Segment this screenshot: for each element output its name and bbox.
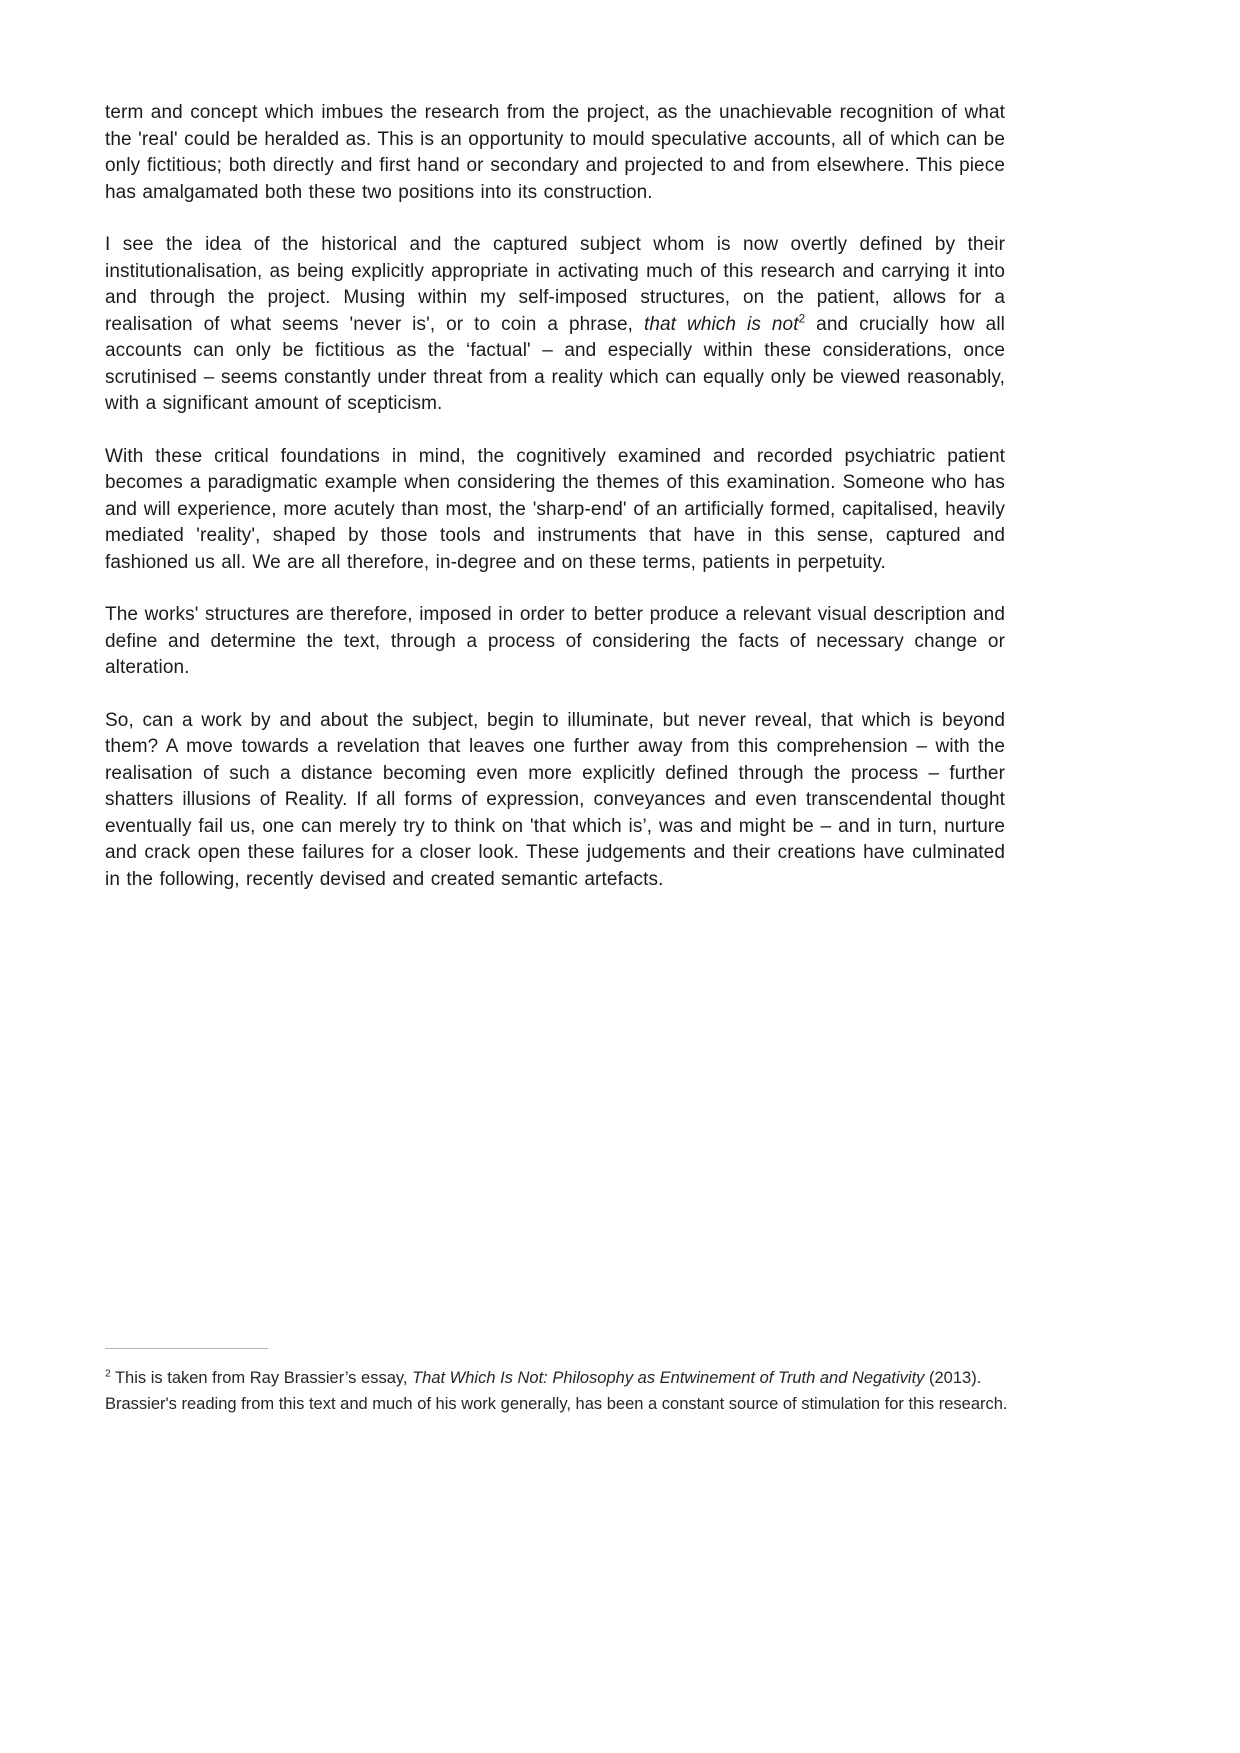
text-run: and crucially how all accounts can only be fictitious as the ‘factual' – and especially within these considerations, once scrutinised – seems constantly under threat from a reality which can equally only be viewed reasonably, with a significant amount of scepticism. bbox=[105, 313, 1005, 414]
footnote-divider bbox=[105, 1348, 268, 1349]
body-text bbox=[105, 100, 1005, 919]
text-run: I see the idea of the historical and the captured subject whom is now overtly defined by their institutionalisation, as being explicitly appropriate in activating much of this research and carrying it into and through the project. Musing within my self-imposed structures, on the patient, allows for a realisation of what seems 'never is', or to coin a phrase, bbox=[105, 234, 1005, 335]
italic-text: that which is not bbox=[643, 313, 799, 335]
paragraph bbox=[105, 444, 1005, 577]
text-run: (2013). Brassier's reading from this text and much of his work generally, has been a constant source of stimulation for this research. bbox=[105, 1369, 1008, 1413]
footnote bbox=[105, 1348, 1010, 1417]
text-run: term and concept which imbues the research from the project, as the unachievable recognition of what the 'real' could be heralded as. This is an opportunity to mould speculative accounts, all of which can be only fictitious; both directly and first hand or secondary and projected to and from elsewhere. This piece has amalgamated both these two positions into its construction. bbox=[105, 102, 1005, 203]
paragraph bbox=[105, 232, 1005, 418]
paragraph bbox=[105, 708, 1005, 894]
italic-text: That Which Is Not: Philosophy as Entwinement of Truth and Negativity bbox=[412, 1369, 925, 1387]
footnote-text bbox=[105, 1365, 1010, 1417]
footnote-reference: 2 bbox=[798, 312, 806, 326]
paragraph bbox=[105, 602, 1005, 682]
text-run: So, can a work by and about the subject, begin to illuminate, but never reveal, that which is beyond them? A move towards a revelation that leaves one further away from this comprehension – with the realisation of such a distance becoming even more explicitly defined through the process – further shatters illusions of Reality. If all forms of expression, conveyances and even transcendental thought eventually fail us, one can merely try to think on 'that which is’, was and might be – and in turn, nurture and crack open these failures for a closer look. These judgements and their creations have culminated in the following, recently devised and created semantic artefacts. bbox=[105, 709, 1005, 890]
footnote-reference: 2 bbox=[105, 1368, 111, 1380]
text-run: The works' structures are therefore, imposed in order to better produce a relevant visual description and define and determine the text, through a process of considering the facts of necessary change or alteration. bbox=[105, 604, 1005, 678]
text-run: This is taken from Ray Brassier’s essay, bbox=[110, 1369, 413, 1387]
text-run: With these critical foundations in mind, the cognitively examined and recorded psychiatric patient becomes a paradigmatic example when considering the themes of this examination. Someone who has and will experience, more acutely than most, the 'sharp-end' of an artificially formed, capitalised, heavily mediated 'reality', shaped by those tools and instruments that have in this sense, captured and fashioned us all. We are all therefore, in-degree and on these terms, patients in perpetuity. bbox=[105, 445, 1005, 573]
paragraph bbox=[105, 100, 1005, 206]
